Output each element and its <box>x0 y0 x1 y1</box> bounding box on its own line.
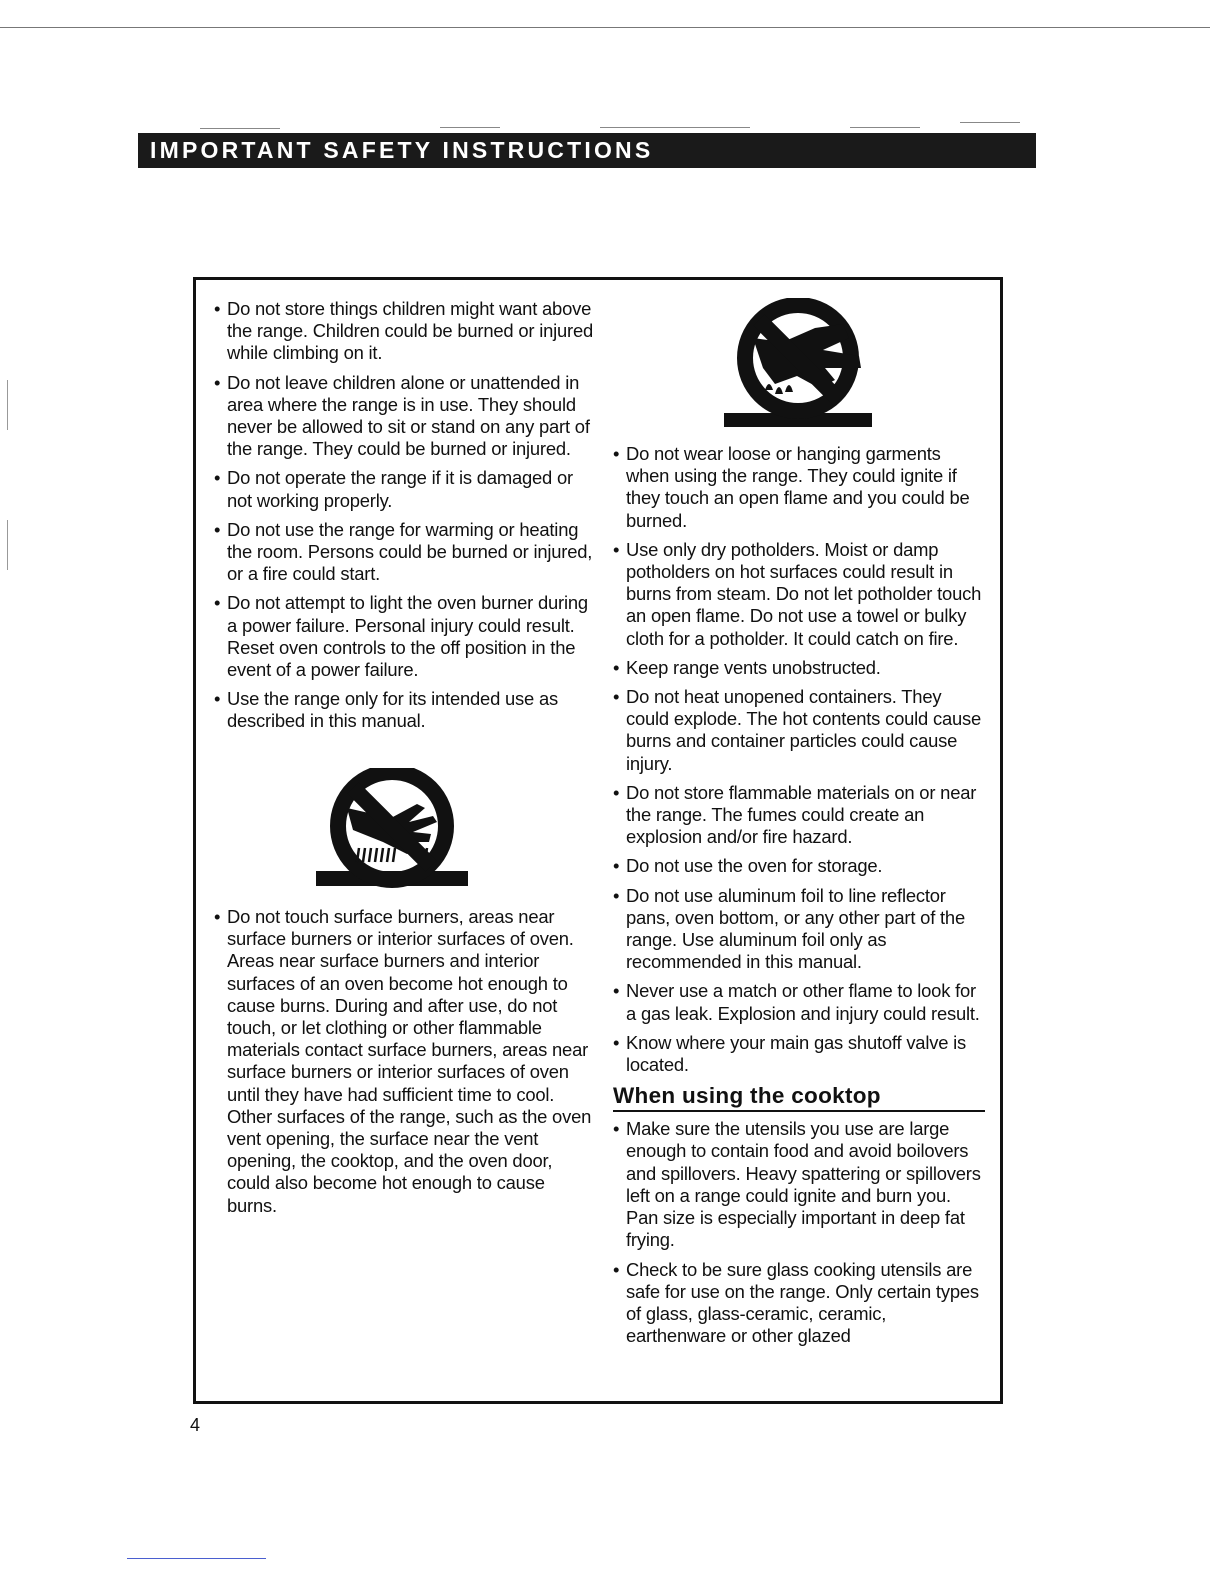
list-item: • Do not heat unopened containers. They could explode. The hot contents could cause burns and container particles could cause injury. <box>613 686 985 775</box>
list-item: • Use only dry potholders. Moist or damp potholders on hot surfaces could result in burns from steam. Do not let potholder touch an open flame. Do not use a towel or bulky cloth for a potholder. It could catch on fire. <box>613 539 985 650</box>
list-item: • Do not leave children alone or unattended in area where the range is in use. They should never be allowed to sit or stand on any part of the range. They could be burned or injured. <box>214 372 594 461</box>
margin-mark <box>7 380 8 430</box>
list-item: • Do not use aluminum foil to line reflector pans, oven bottom, or any other part of the range. Use aluminum foil only as recommended in this manual. <box>613 885 985 974</box>
list-item: • Check to be sure glass cooking utensils are safe for use on the range. Only certain types of glass, glass-ceramic, ceramic, earthenware or other glazed <box>613 1259 985 1348</box>
cooktop-bullet-list <box>613 1118 985 1347</box>
list-item: • Do not touch surface burners, areas near surface burners or interior surfaces of oven. Areas near surface burners and interior surfaces of an oven become hot enough to cause burns. During and after use, do not touch, or let clothing or other flammable materials contact surface burners, areas near surface burners or interior surfaces of oven until they have had sufficient time to cool. Other surfaces of the range, such as the oven vent opening, the surface near the vent opening, the cooktop, and the oven door, could also become hot enough to cause burns. <box>214 906 594 1217</box>
top-rule <box>0 27 1210 28</box>
no-loose-sleeve-over-flame-icon <box>723 298 873 428</box>
page-number: 4 <box>190 1415 201 1435</box>
list-item: • Do not use the oven for storage. <box>613 855 985 877</box>
section-header-bar <box>138 133 1036 168</box>
list-item: • Do not operate the range if it is damaged or not working properly. <box>214 467 594 511</box>
left-bullet-list <box>214 298 594 733</box>
header-title: IMPORTANT SAFETY INSTRUCTIONS <box>150 137 654 163</box>
list-item: • Make sure the utensils you use are large enough to contain food and avoid boilovers and spillovers. Heavy spattering or spillovers left on a range could ignite and burn you. Pan size is especially important in deep fat frying. <box>613 1118 985 1251</box>
list-item: • Use the range only for its intended use as described in this manual. <box>214 688 594 732</box>
scan-dash <box>440 127 500 128</box>
list-item: • Never use a match or other flame to look for a gas leak. Explosion and injury could result. <box>613 980 985 1024</box>
list-item: • Do not store things children might want above the range. Children could be burned or injured while climbing on it. <box>214 298 594 365</box>
scan-dash <box>200 128 280 129</box>
list-item: • Do not wear loose or hanging garments when using the range. They could ignite if they touch an open flame and you could be burned. <box>613 443 985 532</box>
left-column-lower <box>214 906 594 1224</box>
scan-dash <box>960 122 1020 123</box>
list-item: • Do not use the range for warming or heating the room. Persons could be burned or injured, or a fire could start. <box>214 519 594 586</box>
right-column <box>613 443 985 1354</box>
right-bullet-list <box>613 443 985 1076</box>
list-item: • Do not attempt to light the oven burner during a power failure. Personal injury could result. Reset oven controls to the off position in the event of a power failure. <box>214 592 594 681</box>
left-column <box>214 298 594 740</box>
scan-dash <box>850 127 920 128</box>
bottom-rule <box>127 1558 266 1559</box>
list-item: • Know where your main gas shutoff valve is located. <box>613 1032 985 1076</box>
no-touch-hand-over-burner-icon <box>313 768 471 890</box>
list-item: • Keep range vents unobstructed. <box>613 657 985 679</box>
section-heading-cooktop: When using the cooktop <box>613 1083 985 1112</box>
margin-mark <box>7 520 8 570</box>
left-bullet-list-lower <box>214 906 594 1217</box>
list-item: • Do not store flammable materials on or near the range. The fumes could create an explosion and/or fire hazard. <box>613 782 985 849</box>
scan-dash <box>600 127 750 128</box>
